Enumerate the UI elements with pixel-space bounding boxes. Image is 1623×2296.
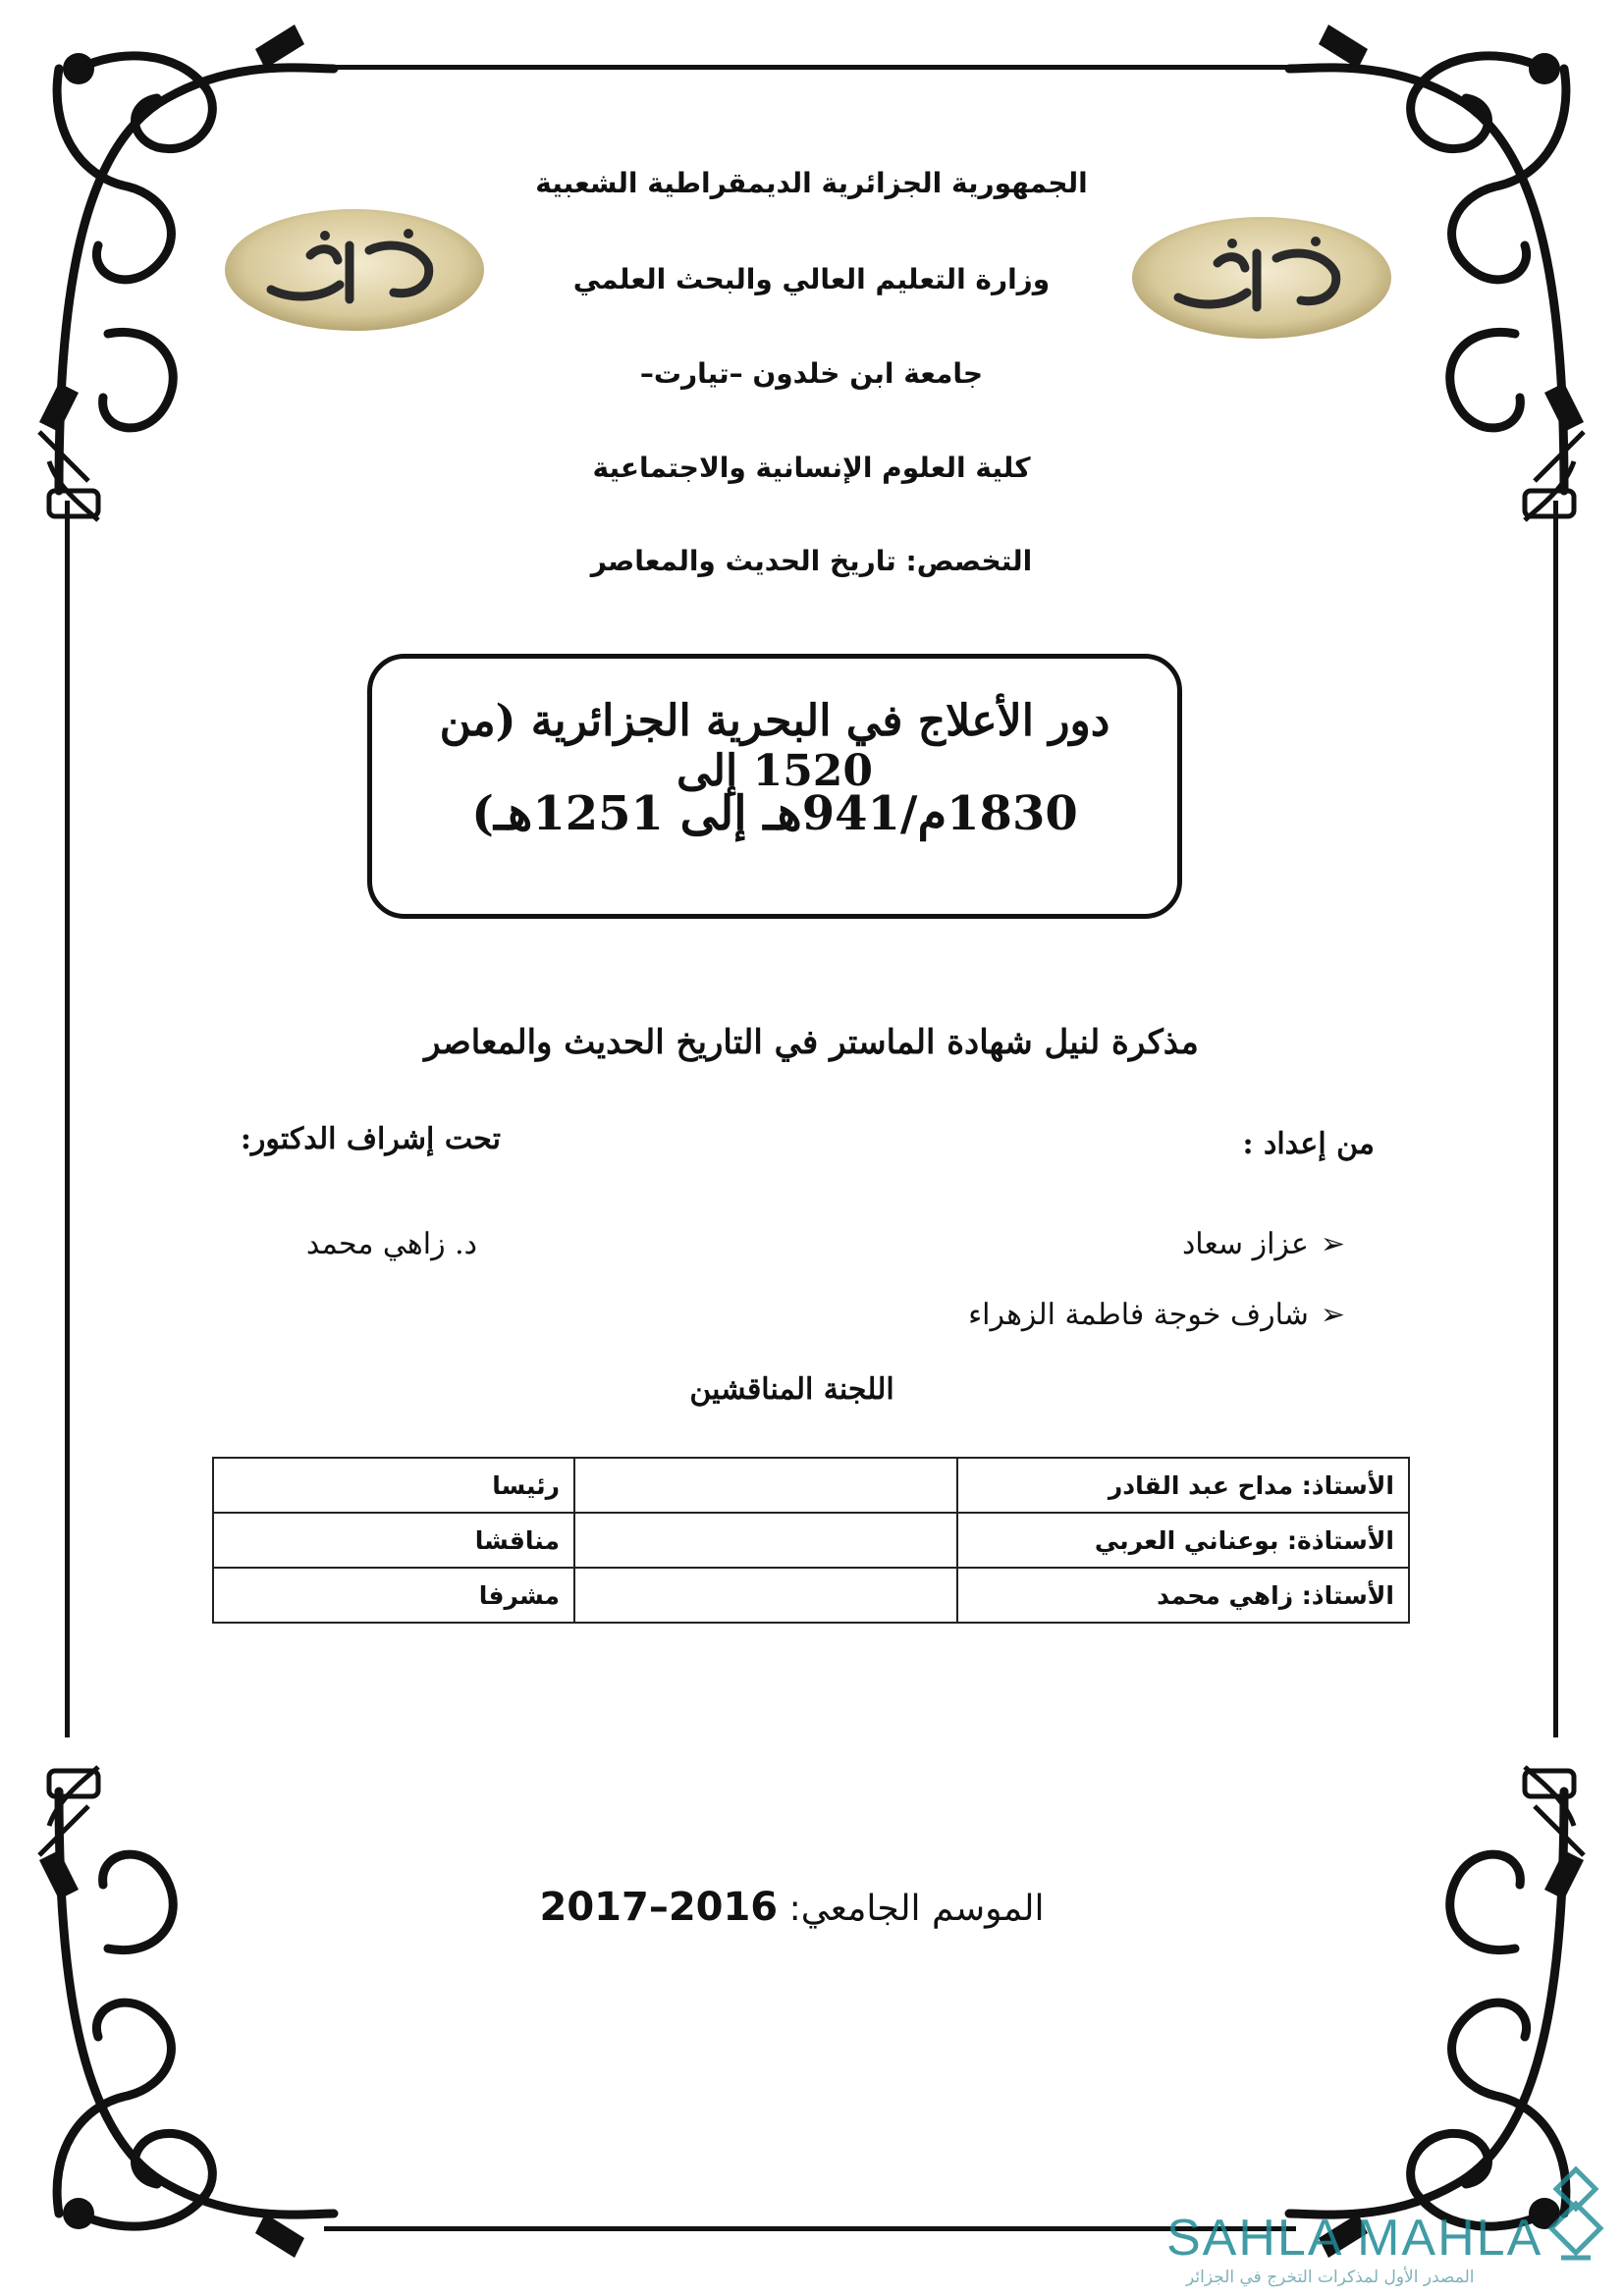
member-role: مشرفا: [213, 1568, 574, 1623]
supervisor-name: د. زاهي محمد: [305, 1227, 477, 1261]
border-line-right: [1553, 501, 1558, 1737]
watermark-brand: SAHLA MAHLA: [1166, 2210, 1543, 2267]
border-line-bottom: [324, 2226, 1296, 2231]
arrow-bullet-icon: ➢: [1320, 1227, 1345, 1261]
student-item-2: [968, 1298, 1345, 1332]
committee-table: [212, 1457, 1410, 1624]
member-affiliation: [574, 1513, 957, 1568]
faculty-heading: كلية العلوم الإنسانية والاجتماعية: [592, 452, 1031, 484]
thesis-title-line-1: دور الأعلاج في البحرية الجزائرية (من 1520 إلى: [439, 696, 1110, 796]
table-row: [213, 1568, 1409, 1623]
ministry-heading: وزارة التعليم العالي والبحث العلمي: [572, 263, 1051, 295]
member-affiliation: [574, 1568, 957, 1623]
student-item-1: [1182, 1227, 1345, 1261]
watermark-emblem-icon: [1542, 2164, 1610, 2272]
committee-heading: اللجنة المناقشين: [689, 1372, 894, 1407]
member-role: رئيسا: [213, 1458, 574, 1513]
border-line-top: [324, 65, 1296, 70]
degree-subtitle: مذكرة لنيل شهادة الماستر في التاريخ الحديث والمعاصر: [424, 1023, 1199, 1062]
student-name: عزاز سعاد: [1181, 1227, 1309, 1261]
sahla-mahla-watermark: [1166, 2209, 1549, 2287]
specialty-heading: التخصص: تاريخ الحديث والمعاصر: [590, 545, 1033, 577]
member-affiliation: [574, 1458, 957, 1513]
student-name: شارف خوجة فاطمة الزهراء: [968, 1298, 1309, 1332]
season-years: 2016–2017: [539, 1885, 779, 1930]
academic-season: [0, 1885, 1603, 1930]
member-name: الأستاذ: زاهي محمد: [957, 1568, 1409, 1623]
watermark-tagline: المصدر الأول لمذكرات التخرج في الجزائر: [1186, 2268, 1475, 2287]
member-name: الأستاذة: بوعناني العربي: [957, 1513, 1409, 1568]
member-name: الأستاذ: مداح عبد القادر: [957, 1458, 1409, 1513]
table-row: [213, 1458, 1409, 1513]
thesis-title-box: [367, 654, 1182, 919]
university-heading: جامعة ابن خلدون –تيارت–: [639, 357, 984, 390]
member-role: مناقشا: [213, 1513, 574, 1568]
border-line-left: [65, 501, 70, 1737]
prepared-by-label: من إعداد :: [1242, 1127, 1375, 1161]
table-row: [213, 1513, 1409, 1568]
quill-ornament-left-lower: [20, 1757, 118, 1875]
supervisor-label: تحت إشراف الدكتور:: [240, 1122, 501, 1156]
republic-heading: الجمهورية الجزائرية الديمقراطية الشعبية: [535, 167, 1088, 199]
quill-ornament-right-lower: [1505, 1757, 1603, 1875]
thesis-title-line-2: 1830م/941هـ إلى 1251هـ): [471, 786, 1078, 841]
season-label: الموسم الجامعي:: [788, 1889, 1045, 1929]
arrow-bullet-icon: ➢: [1320, 1298, 1345, 1332]
